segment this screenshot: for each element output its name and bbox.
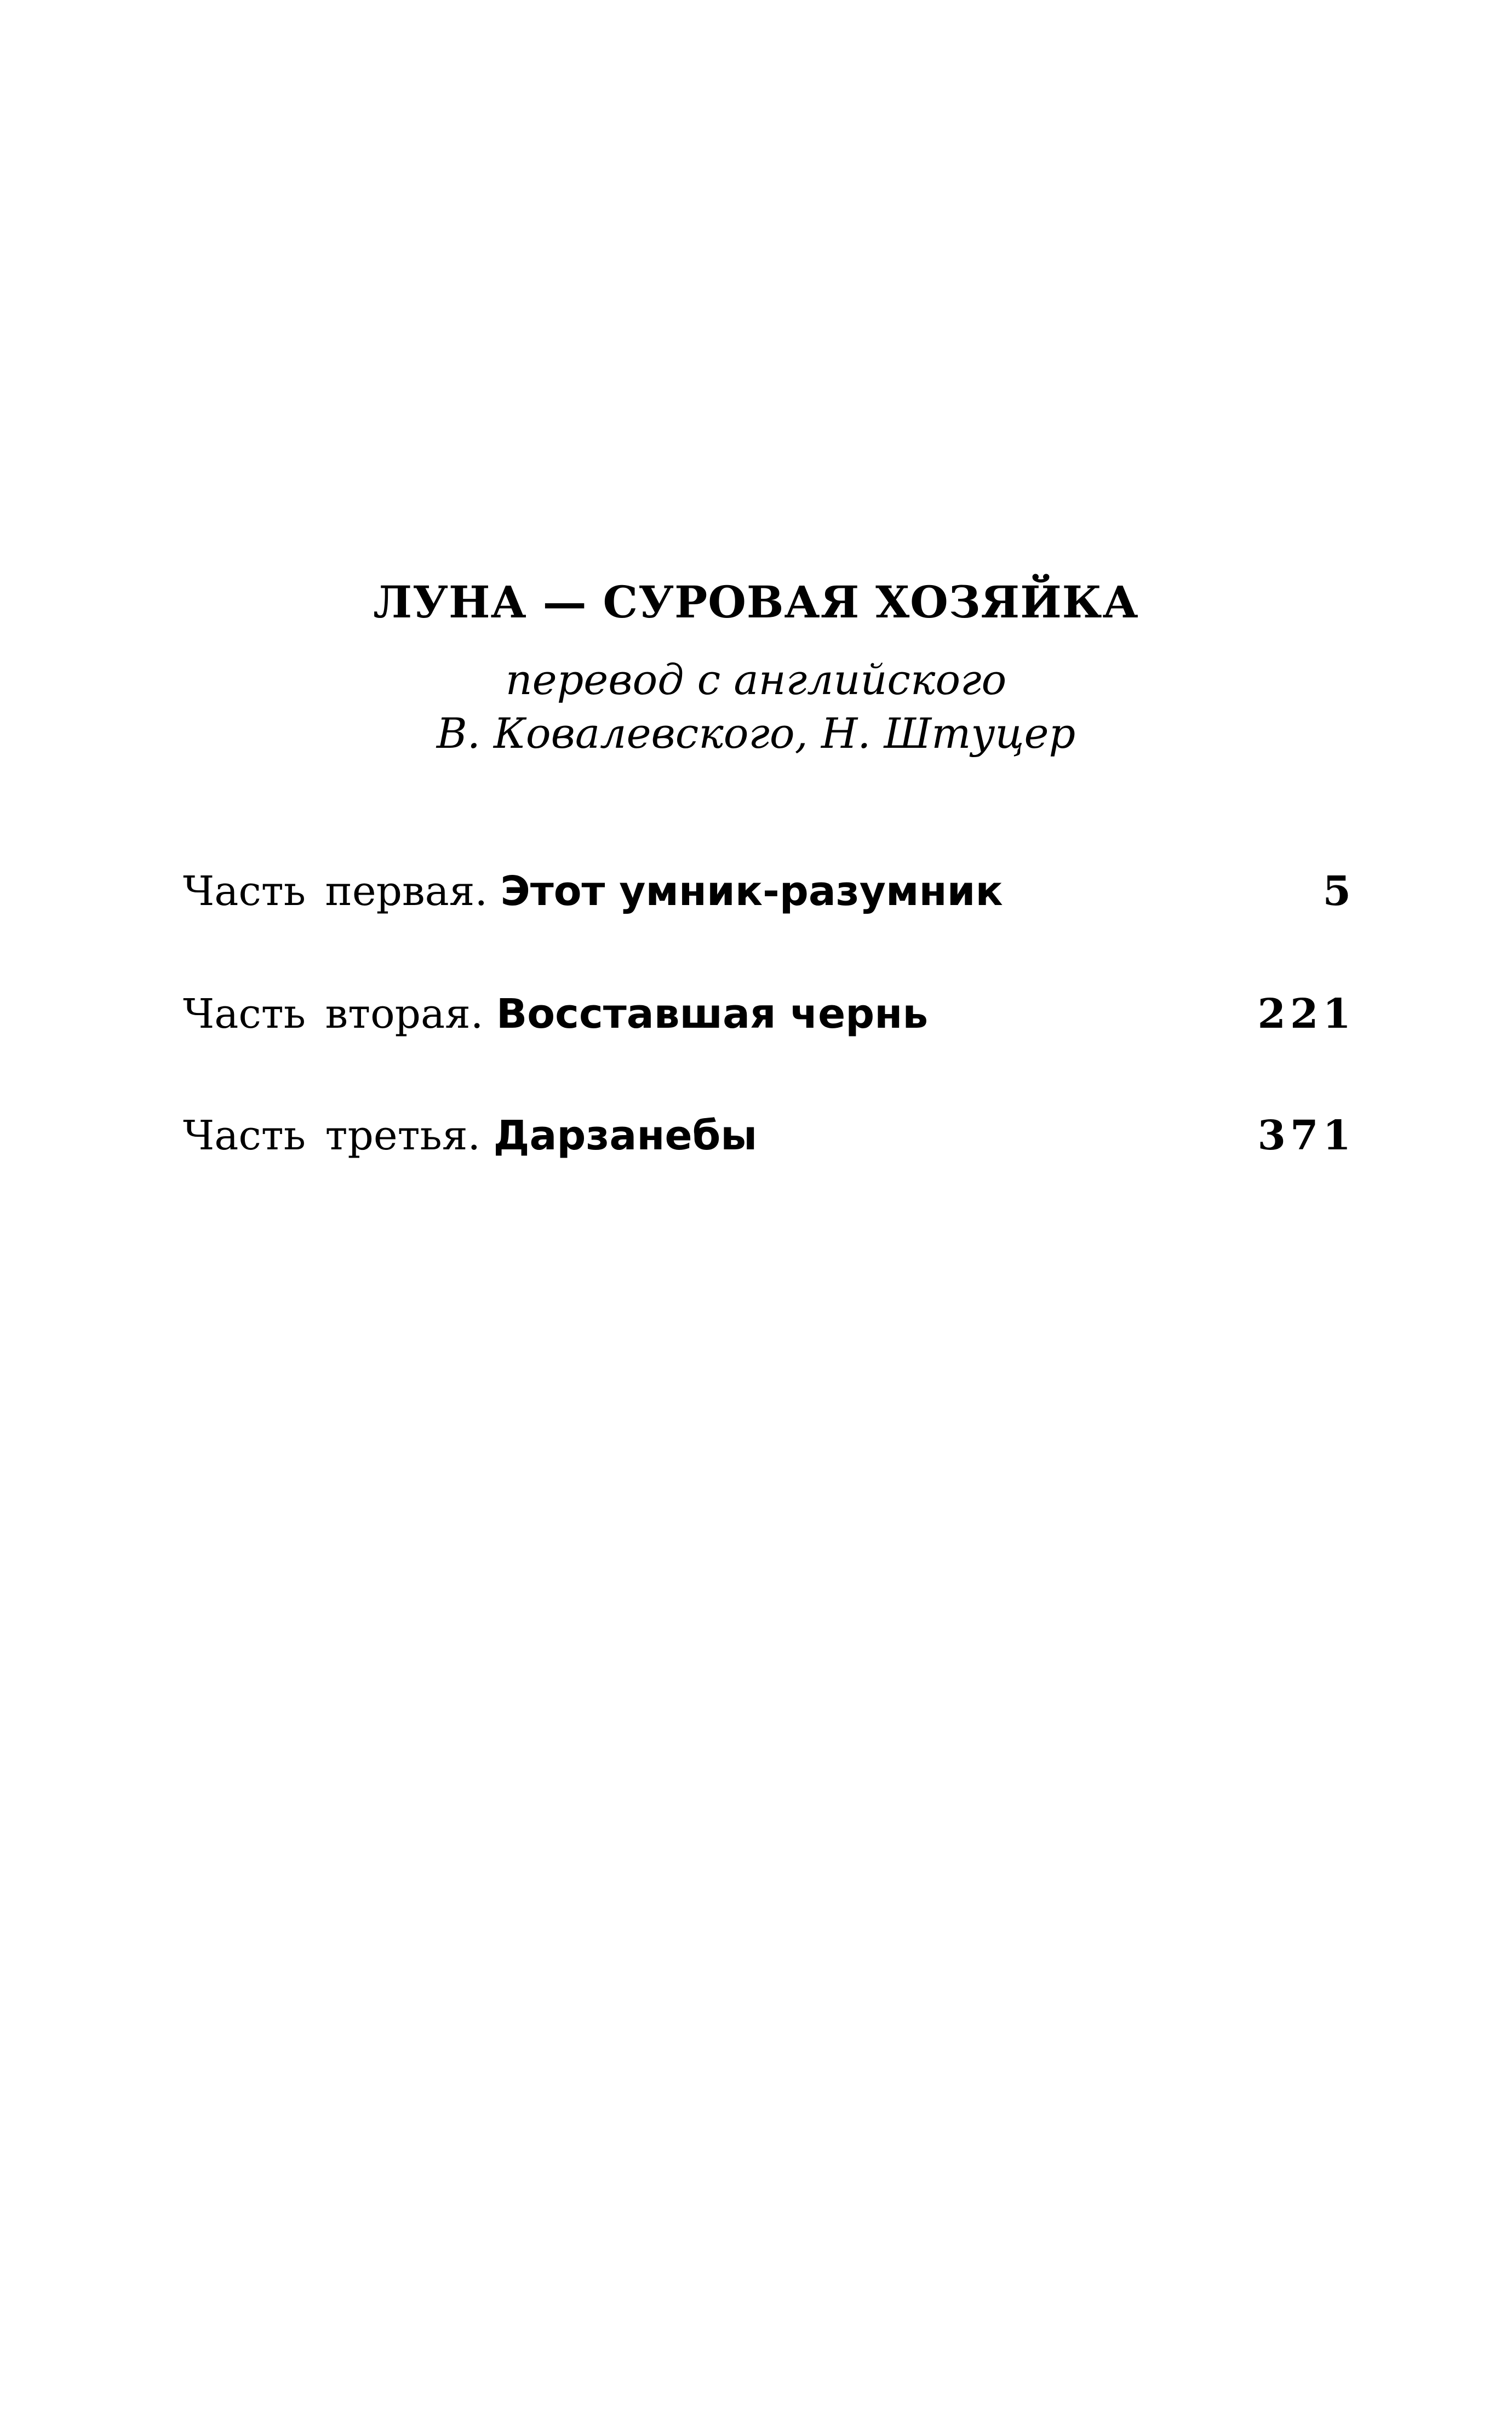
toc-page-number: 5 xyxy=(1322,868,1355,915)
toc-entry-text xyxy=(183,990,928,1038)
toc-entry-text xyxy=(183,868,1003,915)
toc-entry-text xyxy=(183,1112,757,1159)
toc-part-name: Этот умник-разумник xyxy=(500,868,1003,915)
toc-part-label: Часть вторая. xyxy=(183,990,484,1038)
translation-note: перевод с английского xyxy=(505,655,1007,704)
toc-entry xyxy=(183,1112,1355,1167)
toc-part-label: Часть первая. xyxy=(183,868,488,915)
book-title: ЛУНА — СУРОВАЯ ХОЗЯЙКА xyxy=(373,576,1139,628)
toc-page-number: 221 xyxy=(1257,990,1355,1038)
translators: В. Ковалевского, Н. Штуцер xyxy=(436,709,1076,758)
toc-page-number: 371 xyxy=(1257,1112,1355,1159)
toc-part-name: Дарзанебы xyxy=(493,1112,758,1159)
toc-entry xyxy=(183,990,1355,1045)
toc-entry xyxy=(183,868,1355,923)
toc-part-name: Восставшая чернь xyxy=(496,990,929,1038)
toc-part-label: Часть третья. xyxy=(183,1112,481,1159)
